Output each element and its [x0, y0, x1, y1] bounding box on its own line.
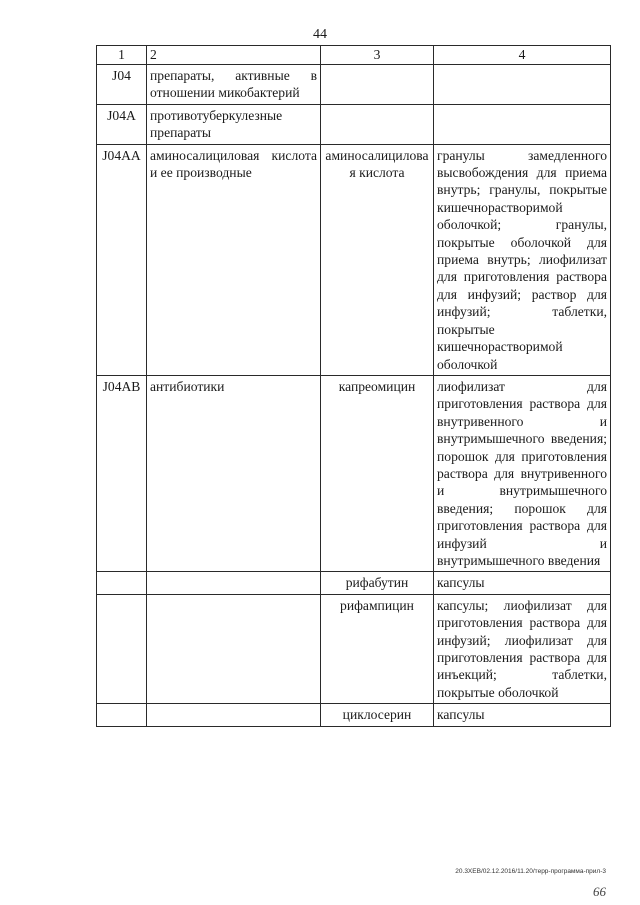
table-row [97, 65, 611, 105]
corner-page-number: 66 [593, 884, 606, 899]
group-name [147, 704, 321, 726]
group-name: препараты, активные в отношении микобактерий [147, 65, 321, 105]
dosage-forms [434, 65, 611, 105]
document-footer-code: 20.3ХЕВ/02.12.2016/11.20/терр-программа-прил-3 [455, 868, 606, 875]
table-row [97, 104, 611, 144]
atc-code: J04A [97, 104, 147, 144]
table-row [97, 704, 611, 726]
group-name: антибиотики [147, 375, 321, 571]
atc-code: J04 [97, 65, 147, 105]
dosage-forms: гранулы замедленного высвобождения для приема внутрь; гранулы, покрытые кишечнорастворимой оболочкой; гранулы, покрытые оболочкой для приема внутрь; лиофилизат для приготовления раствора для инфузий; раствор для инфузий; таблетки, покрытые кишечнорастворимой оболочкой [434, 144, 611, 375]
group-name: противотуберкулезные препараты [147, 104, 321, 144]
table-row [97, 144, 611, 375]
atc-code [97, 704, 147, 726]
drug-name [321, 104, 434, 144]
atc-code [97, 572, 147, 594]
header-col-4: 4 [434, 46, 611, 65]
atc-code [97, 594, 147, 703]
drug-name: циклосерин [321, 704, 434, 726]
table-row [97, 375, 611, 571]
dosage-forms: лиофилизат для приготовления раствора для внутривенного и внутримышечного введения; порошок для приготовления раствора для внутривенного и внутримышечного введения; порошок для приготовления раствора для инфузий и внутримышечного введения [434, 375, 611, 571]
atc-code: J04AB [97, 375, 147, 571]
dosage-forms: капсулы [434, 704, 611, 726]
group-name [147, 594, 321, 703]
dosage-forms: капсулы; лиофилизат для приготовления раствора для инфузий; лиофилизат для приготовления раствора для инъекций; таблетки, покрытые оболочкой [434, 594, 611, 703]
drug-name: рифампицин [321, 594, 434, 703]
drug-name: рифабутин [321, 572, 434, 594]
drug-name: капреомицин [321, 375, 434, 571]
drug-name: аминосалициловая кислота [321, 144, 434, 375]
table-header-row [97, 46, 611, 65]
dosage-forms [434, 104, 611, 144]
group-name [147, 572, 321, 594]
drug-name [321, 65, 434, 105]
dosage-forms: капсулы [434, 572, 611, 594]
header-col-3: 3 [321, 46, 434, 65]
group-name: аминосалициловая кислота и ее производные [147, 144, 321, 375]
table-row [97, 594, 611, 703]
page-number: 44 [313, 27, 327, 42]
drug-table [96, 45, 611, 727]
table-row [97, 572, 611, 594]
header-col-2: 2 [147, 46, 321, 65]
atc-code: J04AA [97, 144, 147, 375]
header-col-1: 1 [97, 46, 147, 65]
